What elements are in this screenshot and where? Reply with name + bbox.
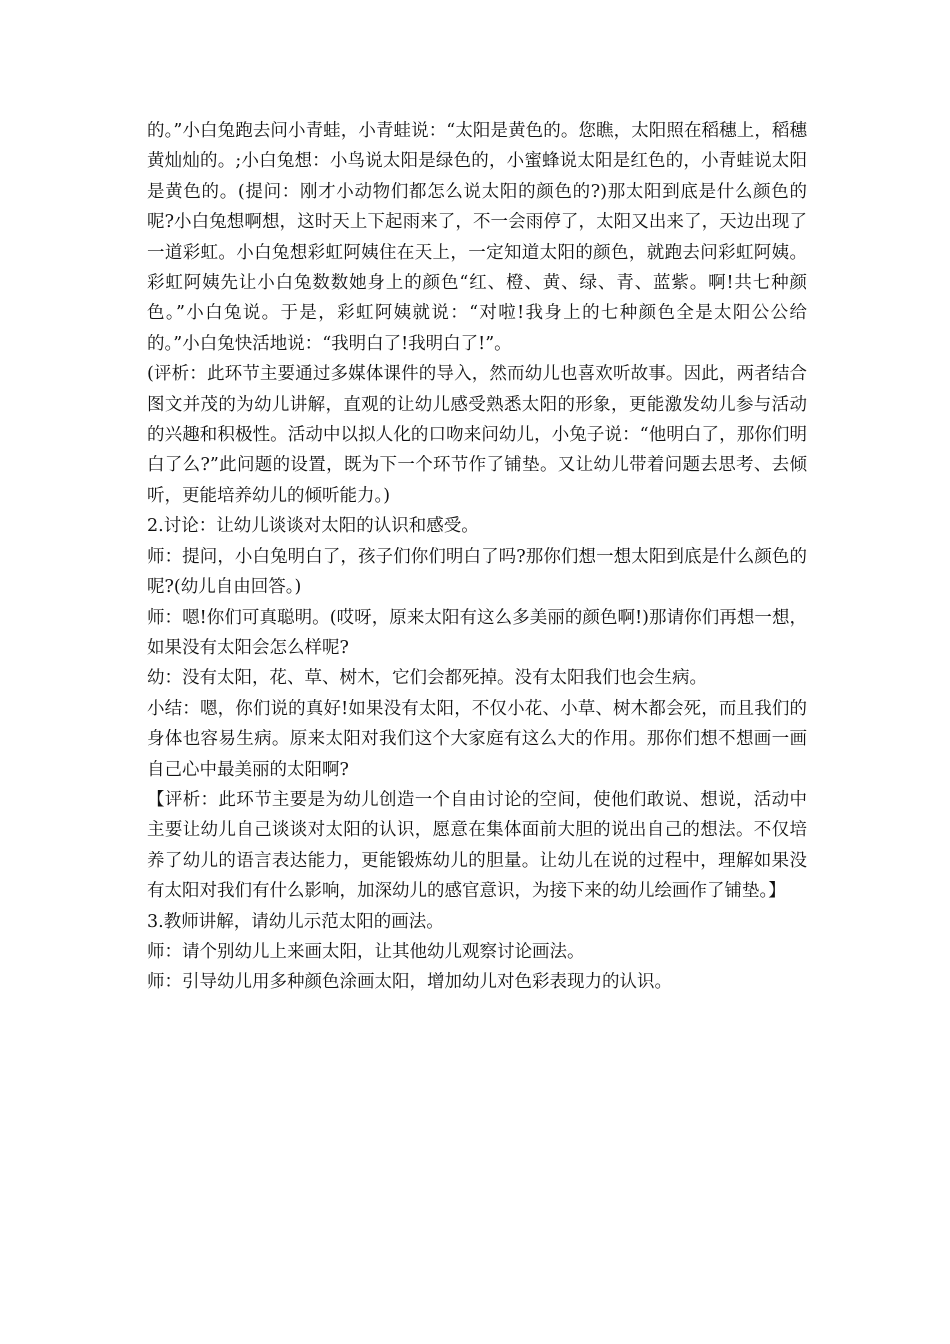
document-body <box>147 116 807 998</box>
section-heading-discussion: 2.讨论：让幼儿谈谈对太阳的认识和感受。 <box>147 516 479 537</box>
commentary-paragraph: (评析：此环节主要通过多媒体课件的导入，然而幼儿也喜欢听故事。因此，两者结合图文并茂的为幼儿讲解，直观的让幼儿感受熟悉太阳的形象，更能激发幼儿参与活动的兴趣和积极性。活动中以拟人化的口吻来问幼儿，小兔子说：“他明白了，那你们明白了么?”此问题的设置，既为下一个环节作了铺垫。又让幼儿带着问题去思考、去倾听，更能培养幼儿的倾听能力。) <box>147 364 807 506</box>
section-heading-teacher-demo: 3.教师讲解，请幼儿示范太阳的画法。 <box>147 911 444 932</box>
teacher-instruction-paragraph: 师：请个别幼儿上来画太阳，让其他幼儿观察讨论画法。 <box>147 941 585 962</box>
child-answer-paragraph: 幼：没有太阳，花、草、树木，它们会都死掉。没有太阳我们也会生病。 <box>147 668 707 689</box>
teacher-guidance-paragraph: 师：引导幼儿用多种颜色涂画太阳，增加幼儿对色彩表现力的认识。 <box>147 972 672 993</box>
summary-paragraph: 小结：嗯，你们说的真好!如果没有太阳，不仅小花、小草、树木都会死，而且我们的身体也容易生病。原来太阳对我们这个大家庭有这么大的作用。那你们想不想画一画自己心中最美丽的太阳啊? <box>147 698 807 780</box>
teacher-question-paragraph: 师：提问，小白兔明白了，孩子们你们明白了吗?那你们想一想太阳到底是什么颜色的呢?(幼儿自由回答。) <box>147 546 807 598</box>
evaluation-paragraph: 【评析：此环节主要是为幼儿创造一个自由讨论的空间，使他们敢说、想说，活动中主要让幼儿自己谈谈对太阳的认识，愿意在集体面前大胆的说出自己的想法。不仅培养了幼儿的语言表达能力，更能锻炼幼儿的胆量。让幼儿在说的过程中，理解如果没有太阳对我们有什么影响，加深幼儿的感官意识，为接下来的幼儿绘画作了铺垫。】 <box>147 789 807 902</box>
story-paragraph: 的。”小白兔跑去问小青蛙，小青蛙说：“太阳是黄色的。您瞧，太阳照在稻穗上，稻穗黄灿灿的。;小白兔想：小鸟说太阳是绿色的，小蜜蜂说太阳是红色的，小青蛙说太阳是黄色的。(提问：刚才小动物们都怎么说太阳的颜色的?)那太阳到底是什么颜色的呢?小白兔想啊想，这时天上下起雨来了，不一会雨停了，太阳又出来了，天边出现了一道彩虹。小白兔想彩虹阿姨住在天上，一定知道太阳的颜色，就跑去问彩虹阿姨。彩虹阿姨先让小白兔数数她身上的颜色“红、橙、黄、绿、青、蓝紫。啊!共七种颜色。”小白兔说。于是，彩虹阿姨就说：“对啦!我身上的七种颜色全是太阳公公给的。”小白兔快活地说：“我明白了!我明白了!”。 <box>147 121 807 354</box>
teacher-followup-paragraph: 师：嗯!你们可真聪明。(哎呀，原来太阳有这么多美丽的颜色啊!)那请你们再想一想，如果没有太阳会怎么样呢? <box>147 607 807 658</box>
